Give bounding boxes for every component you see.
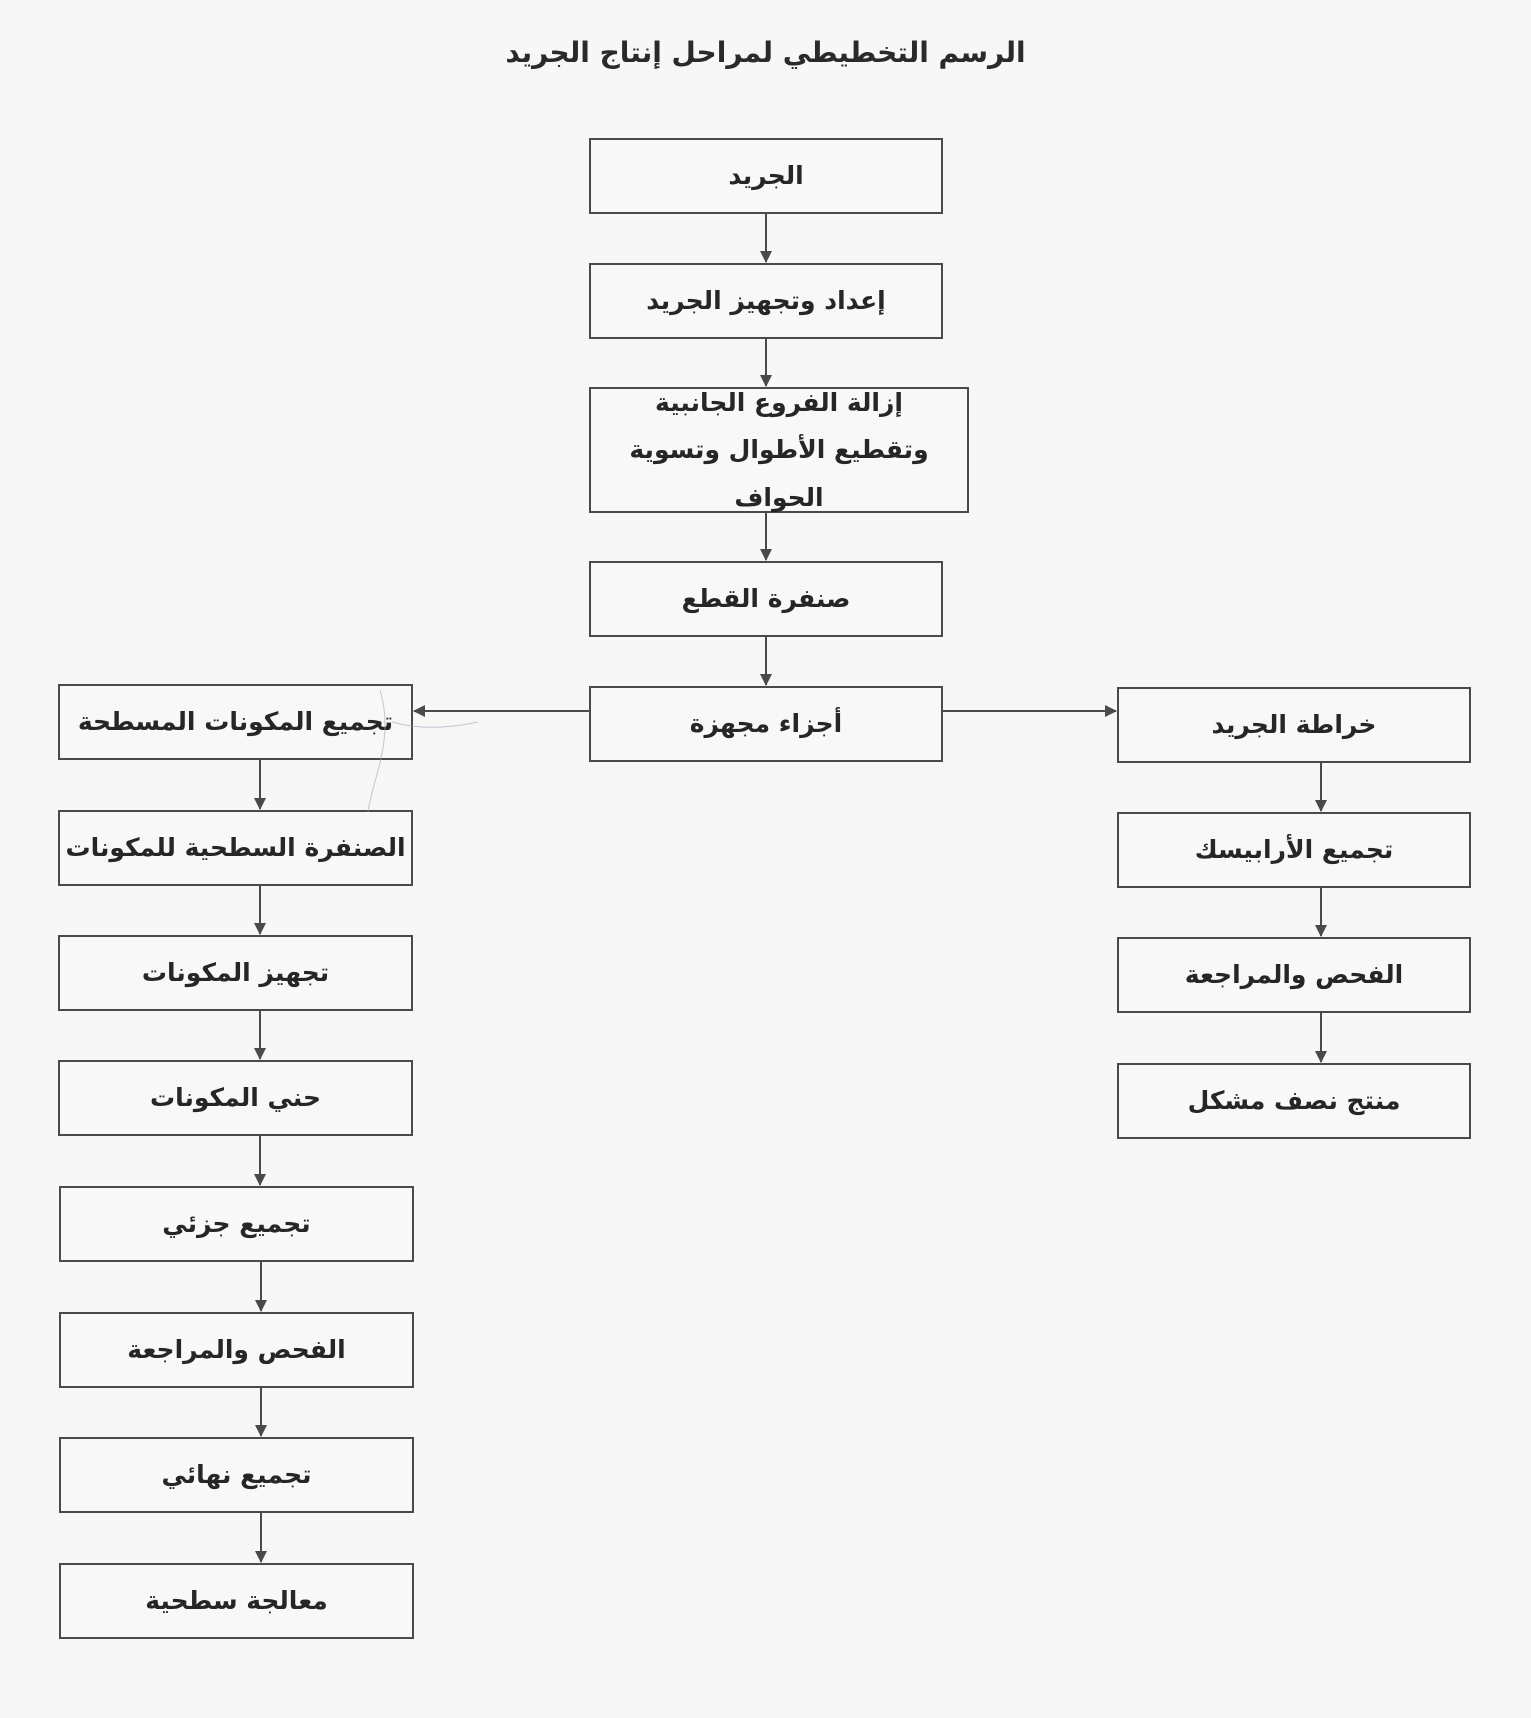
node-label: صنفرة القطع: [681, 584, 851, 614]
node-label: الفحص والمراجعة: [1184, 960, 1404, 990]
node-label: تجميع نهائي: [161, 1460, 312, 1490]
node-label: إعداد وتجهيز الجريد: [646, 286, 886, 316]
node-label: تجميع جزئي: [162, 1209, 311, 1239]
node-label: الصنفرة السطحية للمكونات: [65, 833, 406, 863]
diagram-title: الرسم التخطيطي لمراحل إنتاج الجريد: [505, 36, 1026, 69]
node-label: حني المكونات: [149, 1083, 322, 1113]
node-label: معالجة سطحية: [145, 1586, 328, 1616]
node-label: تجميع الأرابيسك: [1194, 835, 1394, 865]
node-label: تجميع المكونات المسطحة: [77, 707, 394, 737]
pencil-mark: [368, 690, 478, 812]
node-label: الجريد: [728, 161, 804, 191]
node-label: منتج نصف مشكل: [1187, 1086, 1401, 1116]
node-label: تجهيز المكونات: [141, 958, 330, 988]
node-label: الفحص والمراجعة: [127, 1335, 346, 1365]
node-label: خراطة الجريد: [1211, 710, 1377, 740]
node-label: إزالة الفروع الجانبية وتقطيع الأطوال وتسوية الحواف: [629, 387, 929, 512]
node-label: أجزاء مجهزة: [689, 709, 843, 739]
